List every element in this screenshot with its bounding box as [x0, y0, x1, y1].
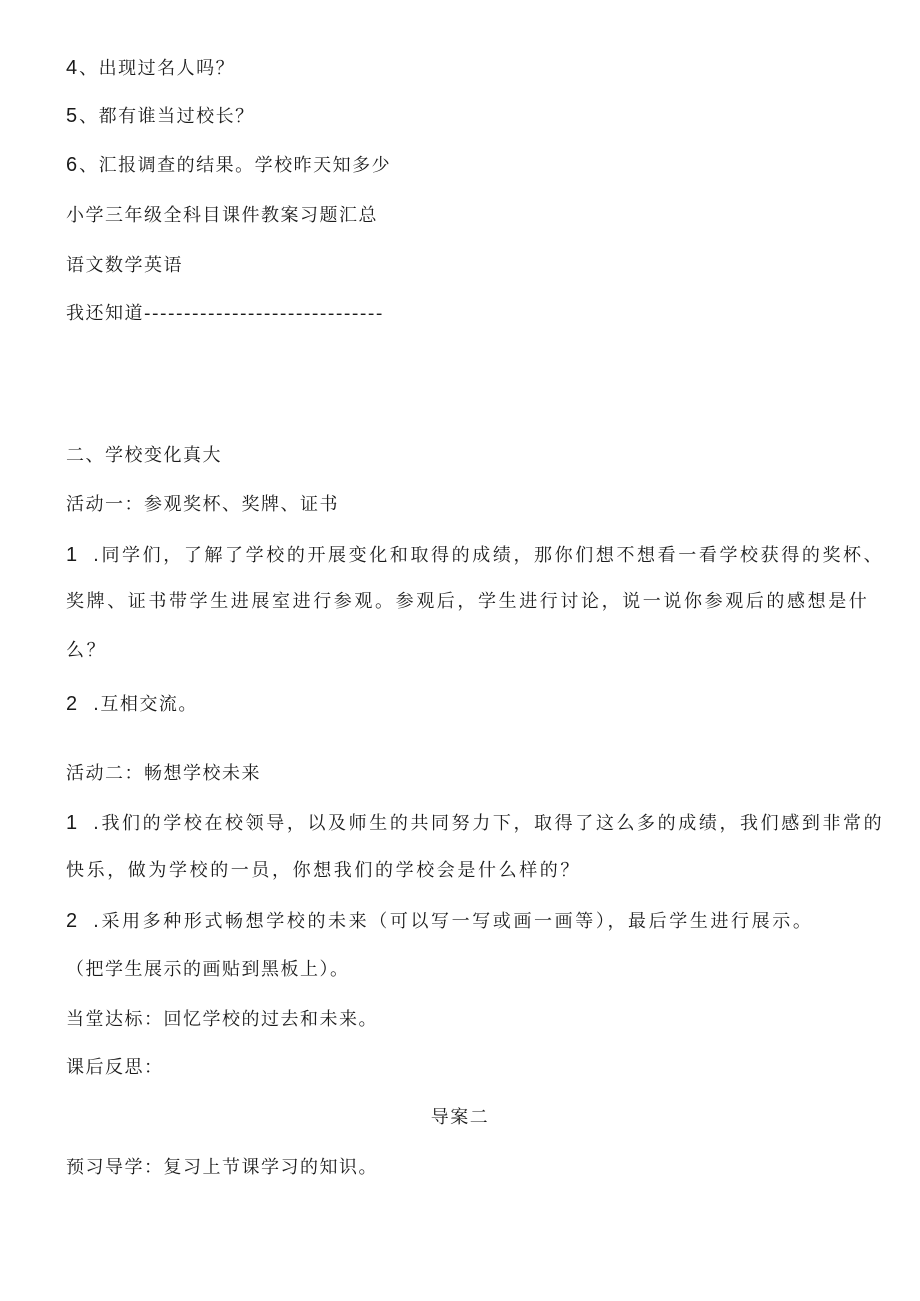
activity-2-item-2-continued: （把学生展示的画贴到黑板上）。: [66, 959, 350, 980]
item-text: .同学们，了解了学校的开展变化和取得的成绩，那你们想不想看一看学校获得的奖杯、: [93, 545, 885, 566]
activity-2-item-1: [66, 811, 884, 836]
know-more-line: 我还知道------------------------------: [66, 303, 384, 324]
activity-1-item-1-continued-2: 么？: [66, 640, 108, 661]
item-number: 1: [66, 544, 78, 566]
activity-1-item-1: [66, 543, 884, 568]
question-number: 5: [66, 105, 78, 127]
guide-2-title: 导案二: [430, 1107, 490, 1128]
question-text: 、汇报调查的结果。学校昨天知多少: [79, 155, 392, 176]
banner-line-2: 语文数学英语: [66, 255, 183, 276]
practice-line: 当堂达标：回忆学校的过去和未来。: [66, 1009, 378, 1030]
activity-1-title: 活动一：参观奖杯、奖牌、证书: [66, 494, 339, 515]
question-number: 6: [66, 154, 78, 176]
activity-2-item-2: [66, 909, 813, 934]
activity-1-item-1-continued: 奖牌、证书带学生进展室进行参观。参观后，学生进行讨论，说一说你参观后的感想是什: [66, 591, 870, 612]
question-text: 、都有谁当过校长？: [79, 106, 255, 127]
survey-question-4: [66, 56, 235, 81]
reflection-line: 课后反思：: [66, 1057, 164, 1078]
activity-2-item-1-continued: 快乐，做为学校的一员，你想我们的学校会是什么样的？: [66, 860, 581, 881]
activity-1-item-2: [66, 692, 198, 717]
preview-line: 预习导学：复习上节课学习的知识。: [66, 1157, 378, 1178]
item-number: 1: [66, 812, 78, 834]
item-text: .采用多种形式畅想学校的未来（可以写一写或画一画等），最后学生进行展示。: [93, 911, 814, 932]
item-number: 2: [66, 910, 78, 932]
item-text: .互相交流。: [93, 694, 198, 715]
item-text: .我们的学校在校领导，以及师生的共同努力下，取得了这么多的成绩，我们感到非常的: [93, 813, 885, 834]
survey-question-5: [66, 104, 255, 129]
question-number: 4: [66, 57, 78, 79]
banner-line-1: 小学三年级全科目课件教案习题汇总: [66, 205, 378, 226]
item-number: 2: [66, 693, 78, 715]
survey-question-6: [66, 153, 391, 178]
activity-2-title: 活动二：畅想学校未来: [66, 763, 261, 784]
section-2-title: 二、学校变化真大: [66, 445, 222, 466]
question-text: 、出现过名人吗？: [79, 58, 236, 79]
